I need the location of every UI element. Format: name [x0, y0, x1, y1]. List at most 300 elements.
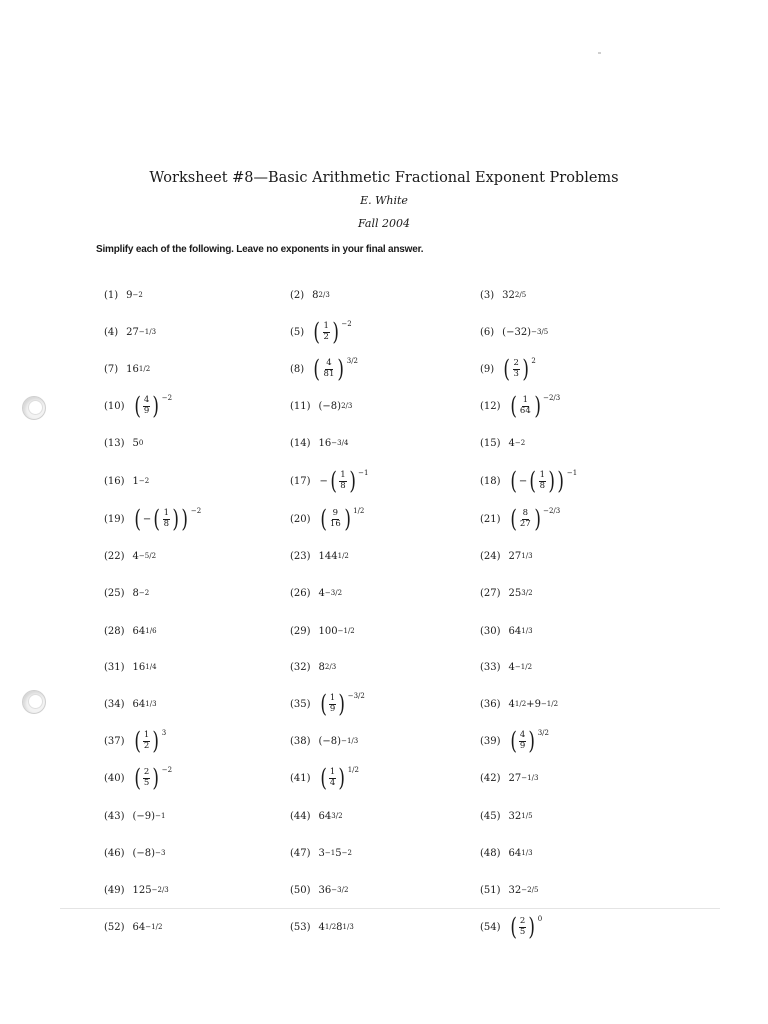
binder-hole-icon — [22, 396, 46, 420]
term-label: Fall 2004 — [358, 217, 410, 230]
problem-number: (41) — [290, 772, 311, 784]
base: 64 — [318, 810, 332, 822]
problem-item — [104, 463, 149, 499]
base: 64 — [132, 921, 146, 933]
base: 9 — [126, 289, 133, 301]
problem-expression: (−9) −1 — [132, 810, 166, 822]
exponent: 3/2 — [346, 357, 359, 365]
problem-number: (3) — [480, 289, 495, 301]
fraction — [143, 731, 150, 752]
fraction — [323, 359, 336, 380]
exponent: 3/2 — [537, 729, 549, 737]
problem-expression — [133, 729, 167, 753]
base: 27 — [508, 550, 522, 562]
page-divider — [60, 908, 720, 909]
problem-expression: 5 0 — [132, 437, 144, 449]
problem-number: (42) — [480, 772, 501, 784]
problem-item — [290, 872, 348, 908]
scan-speck — [598, 52, 601, 54]
problem-expression: 25 3/2 — [508, 587, 533, 599]
problem-number: (2) — [290, 289, 305, 301]
denominator: 9 — [519, 740, 526, 751]
numerator: 1 — [323, 320, 329, 331]
fraction — [519, 509, 532, 530]
exponent: −2 — [190, 507, 202, 515]
problem-number: (6) — [480, 326, 495, 338]
left-paren: ( — [509, 505, 517, 533]
problem-number: (49) — [104, 884, 125, 896]
problem-number: (19) — [104, 513, 125, 525]
problem-number: (20) — [290, 513, 311, 525]
exponent: −3/2 — [347, 692, 365, 700]
denominator: 9 — [143, 405, 150, 416]
left-paren: ( — [509, 467, 517, 495]
problem-number: (30) — [480, 625, 501, 637]
denominator: 9 — [329, 703, 336, 714]
right-paren: ) — [172, 505, 180, 533]
numerator: 9 — [332, 507, 339, 518]
problem-expression: 64 1/3 — [508, 625, 533, 637]
left-paren: ( — [509, 913, 517, 941]
parenthesized-fraction — [528, 469, 556, 493]
problem-expression: 16 −3/4 — [318, 437, 349, 449]
fraction — [323, 322, 330, 343]
problem-expression — [502, 357, 536, 381]
problem-item — [480, 686, 558, 722]
fraction — [163, 509, 170, 530]
fraction — [519, 917, 526, 938]
numerator: 1 — [329, 766, 336, 777]
fraction — [539, 471, 546, 492]
fraction — [339, 471, 346, 492]
exponent: 3 — [161, 729, 167, 737]
problem-item — [290, 314, 352, 350]
problem-expression: 100 −1/2 — [318, 625, 355, 637]
problem-item — [290, 425, 348, 461]
binder-hole-icon — [22, 690, 46, 714]
problem-item — [290, 388, 352, 424]
numerator: 1 — [539, 469, 546, 480]
numerator: 1 — [143, 729, 150, 740]
right-paren: ) — [152, 727, 160, 755]
problem-item — [480, 351, 536, 387]
problem-number: (10) — [104, 400, 125, 412]
fraction — [329, 694, 336, 715]
problem-number: (5) — [290, 326, 305, 338]
problem-item — [480, 613, 533, 649]
right-paren: ) — [152, 764, 160, 792]
problem-number: (16) — [104, 475, 125, 487]
problem-item — [480, 538, 533, 574]
problem-number: (28) — [104, 625, 125, 637]
problem-item — [480, 277, 526, 313]
problem-item — [480, 835, 533, 871]
problem-item — [104, 388, 172, 424]
exponent: 1/2 — [347, 766, 359, 774]
problem-number: (33) — [480, 661, 501, 673]
base: 4 — [508, 698, 515, 710]
problem-number: (53) — [290, 921, 311, 933]
problem-expression: 4 1/2 8 1/3 — [318, 921, 354, 933]
denominator: 2 — [143, 740, 150, 751]
problem-item — [480, 425, 525, 461]
outer-parentheses — [509, 469, 566, 493]
problem-number: (23) — [290, 550, 311, 562]
base: 9 — [534, 698, 541, 710]
problem-expression: 32 2/5 — [502, 289, 527, 301]
problem-number: (54) — [480, 921, 501, 933]
problem-number: (15) — [480, 437, 501, 449]
fraction — [513, 359, 520, 380]
parenthesized-fraction — [509, 394, 543, 418]
fraction — [519, 731, 526, 752]
base: 8 — [312, 289, 319, 301]
parenthesized-fraction — [329, 469, 357, 493]
problem-expression: 8 −2 — [132, 587, 150, 599]
base: (−8) — [318, 735, 342, 747]
problem-expression: 4 −3/2 — [318, 587, 343, 599]
problem-number: (7) — [104, 363, 119, 375]
problem-expression: 1 −2 — [132, 475, 150, 487]
base: 16 — [132, 661, 146, 673]
parenthesized-fraction — [319, 692, 347, 716]
base: 5 — [132, 437, 139, 449]
parenthesized-fraction — [133, 729, 161, 753]
parenthesized-fraction — [133, 766, 161, 790]
problem-item — [290, 501, 364, 537]
problem-item — [290, 351, 358, 387]
problem-number: (25) — [104, 587, 125, 599]
problem-item — [104, 351, 150, 387]
exponent: 2 — [531, 357, 536, 365]
parenthesized-fraction — [319, 507, 353, 531]
problem-number: (29) — [290, 625, 311, 637]
base: 4 — [318, 921, 325, 933]
right-paren: ) — [557, 467, 565, 495]
base: 36 — [318, 884, 332, 896]
problem-number: (26) — [290, 587, 311, 599]
problem-number: (1) — [104, 289, 119, 301]
problem-item — [480, 909, 542, 945]
problem-expression — [319, 766, 359, 790]
problem-item — [104, 872, 169, 908]
problem-expression — [509, 507, 561, 531]
denominator: 8 — [163, 518, 170, 529]
problem-item — [104, 909, 162, 945]
exponent: 0 — [537, 915, 543, 923]
base: 64 — [132, 625, 146, 637]
exponent: 1/2 — [353, 507, 365, 515]
problem-number: (35) — [290, 698, 311, 710]
problem-number: (17) — [290, 475, 311, 487]
numerator: 8 — [522, 507, 529, 518]
problem-number: (51) — [480, 884, 501, 896]
numerator: 1 — [522, 394, 529, 405]
problem-item — [290, 723, 358, 759]
base: 4 — [508, 437, 515, 449]
problem-item — [290, 760, 359, 796]
right-paren: ) — [332, 318, 339, 346]
problem-item — [104, 798, 165, 834]
fraction — [143, 768, 150, 789]
problem-item — [290, 538, 349, 574]
left-paren: ( — [503, 355, 511, 383]
base: 3 — [318, 847, 325, 859]
left-paren: ( — [319, 764, 327, 792]
problem-number: (24) — [480, 550, 501, 562]
problem-number: (34) — [104, 698, 125, 710]
denominator: 5 — [143, 777, 150, 788]
numerator: 1 — [329, 692, 336, 703]
problem-expression: 4 −1/2 — [508, 661, 533, 673]
right-paren: ) — [349, 467, 356, 495]
base: 32 — [508, 810, 522, 822]
problem-expression: 16 1/4 — [132, 661, 157, 673]
base: 25 — [508, 587, 522, 599]
denominator: 27 — [519, 518, 531, 529]
problem-expression: 16 1/2 — [126, 363, 151, 375]
problem-item — [104, 835, 165, 871]
problem-item — [104, 760, 172, 796]
outer-parentheses — [133, 507, 190, 531]
parenthesized-fraction — [152, 507, 180, 531]
problem-item — [290, 463, 368, 499]
problem-number: (38) — [290, 735, 311, 747]
problem-expression: (−32) −3/5 — [502, 326, 549, 338]
problem-number: (32) — [290, 661, 311, 673]
right-paren: ) — [548, 467, 556, 495]
problem-expression: 8 2/3 — [312, 289, 330, 301]
left-paren: ( — [509, 392, 517, 420]
left-paren: ( — [330, 467, 337, 495]
problem-expression: 32 1/5 — [508, 810, 533, 822]
denominator: 5 — [519, 926, 526, 937]
left-paren: ( — [153, 505, 161, 533]
exponent: −1 — [358, 469, 369, 477]
denominator: 8 — [539, 480, 546, 491]
base: 27 — [126, 326, 139, 338]
problem-number: (44) — [290, 810, 311, 822]
problem-number: (8) — [290, 363, 305, 375]
base: 32 — [502, 289, 515, 301]
problem-expression: (−8) −3 — [132, 847, 166, 859]
base: 16 — [126, 363, 139, 375]
problem-number: (47) — [290, 847, 311, 859]
right-paren: ) — [152, 392, 160, 420]
problem-item — [104, 575, 149, 611]
right-paren: ) — [344, 505, 351, 533]
base: 8 — [336, 921, 343, 933]
problem-item — [104, 686, 157, 722]
author-name: E. White — [360, 194, 408, 207]
problem-number: (37) — [104, 735, 125, 747]
problem-item — [104, 538, 156, 574]
problem-expression: 27 1/3 — [508, 550, 533, 562]
fraction — [143, 396, 150, 417]
exponent: −2 — [161, 394, 173, 402]
problem-expression: 64 −1/2 — [132, 921, 163, 933]
right-paren: ) — [534, 505, 541, 533]
base: (−8) — [132, 847, 156, 859]
base: 64 — [508, 625, 522, 637]
minus-sign: − — [518, 475, 528, 487]
problem-expression — [312, 320, 352, 344]
problem-expression — [133, 394, 173, 418]
problem-expression: 64 1/6 — [132, 625, 157, 637]
problem-expression: (−8) −1/3 — [318, 735, 359, 747]
problem-item — [480, 798, 533, 834]
problem-item — [480, 463, 577, 499]
exponent: −2/3 — [543, 507, 561, 515]
problem-expression — [509, 915, 543, 939]
base: 64 — [132, 698, 146, 710]
right-paren: ) — [181, 505, 189, 533]
parenthesized-fraction — [509, 729, 537, 753]
right-paren: ) — [528, 913, 536, 941]
problem-number: (48) — [480, 847, 501, 859]
problem-expression: 125 −2/3 — [132, 884, 169, 896]
problem-item — [480, 388, 560, 424]
problem-item — [290, 613, 355, 649]
problem-number: (22) — [104, 550, 125, 562]
left-paren: ( — [133, 727, 141, 755]
problem-item — [104, 314, 156, 350]
problem-number: (4) — [104, 326, 119, 338]
problem-expression: 27 −1/3 — [508, 772, 539, 784]
numerator: 4 — [143, 394, 150, 405]
denominator: 8 — [340, 480, 346, 491]
problem-expression — [509, 469, 578, 493]
problem-expression — [509, 394, 561, 418]
problem-number: (39) — [480, 735, 501, 747]
parenthesized-fraction — [509, 915, 537, 939]
base: 144 — [318, 550, 338, 562]
base: 16 — [318, 437, 332, 449]
numerator: 2 — [519, 915, 526, 926]
right-paren: ) — [337, 355, 345, 383]
base: (−8) — [318, 400, 342, 412]
base: 125 — [132, 884, 152, 896]
problem-item — [290, 649, 336, 685]
numerator: 2 — [513, 357, 519, 368]
worksheet-title: Worksheet #8—Basic Arithmetic Fractional Exponent Problems — [149, 170, 619, 186]
problem-item — [480, 723, 549, 759]
base: 27 — [508, 772, 522, 784]
problem-expression: 9 −2 — [126, 289, 143, 301]
problem-item — [290, 277, 330, 313]
problem-expression: 4 1/2 + 9 −1/2 — [508, 698, 559, 710]
operator: + — [526, 698, 535, 710]
problem-number: (43) — [104, 810, 125, 822]
exponent: −2 — [161, 766, 173, 774]
problem-number: (46) — [104, 847, 125, 859]
parenthesized-fraction — [509, 507, 543, 531]
problem-expression: 4 −5/2 — [132, 550, 157, 562]
problem-expression: 3 −1 5 −2 — [318, 847, 352, 859]
base: 1 — [132, 475, 139, 487]
problem-expression: 64 1/3 — [132, 698, 157, 710]
parenthesized-fraction — [312, 320, 340, 344]
base: 64 — [508, 847, 522, 859]
problem-expression — [319, 692, 365, 716]
left-paren: ( — [509, 727, 517, 755]
problem-item — [104, 649, 157, 685]
instructions: Simplify each of the following. Leave no exponents in your final answer. — [96, 244, 424, 255]
denominator: 16 — [329, 518, 341, 529]
problem-item — [104, 501, 201, 537]
fraction — [329, 768, 336, 789]
base: 8 — [318, 661, 325, 673]
problem-number: (40) — [104, 772, 125, 784]
left-paren: ( — [319, 505, 327, 533]
problem-expression: 32 −2/5 — [508, 884, 539, 896]
problem-number: (27) — [480, 587, 501, 599]
minus-sign: − — [142, 513, 152, 525]
problem-expression — [319, 469, 369, 493]
problem-item — [480, 575, 533, 611]
problem-expression — [133, 507, 202, 531]
parenthesized-fraction — [319, 766, 347, 790]
left-paren: ( — [133, 392, 141, 420]
right-paren: ) — [528, 727, 536, 755]
problem-expression: (−8) 2/3 — [318, 400, 353, 412]
left-paren: ( — [529, 467, 537, 495]
problem-number: (31) — [104, 661, 125, 673]
problem-number: (50) — [290, 884, 311, 896]
problem-item — [290, 575, 342, 611]
problem-expression: 144 1/2 — [318, 550, 349, 562]
exponent: −1 — [566, 469, 578, 477]
problem-expression — [133, 766, 173, 790]
right-paren: ) — [338, 690, 346, 718]
denominator: 2 — [323, 331, 329, 342]
parenthesized-fraction — [502, 357, 530, 381]
base: 32 — [508, 884, 522, 896]
base: (−9) — [132, 810, 156, 822]
problem-expression — [509, 729, 549, 753]
denominator: 81 — [323, 368, 335, 379]
numerator: 2 — [143, 766, 150, 777]
problem-number: (13) — [104, 437, 125, 449]
problem-number: (14) — [290, 437, 311, 449]
exponent: −2/3 — [543, 394, 561, 402]
fraction — [329, 509, 342, 530]
problem-number: (45) — [480, 810, 501, 822]
left-paren: ( — [313, 318, 321, 346]
base: (−32) — [502, 326, 532, 338]
problem-item — [290, 835, 352, 871]
problem-item — [290, 686, 365, 722]
problem-item — [480, 872, 538, 908]
exponent: −2 — [341, 320, 352, 328]
problem-item — [290, 909, 354, 945]
numerator: 1 — [340, 469, 346, 480]
numerator: 4 — [519, 729, 526, 740]
minus-sign: − — [319, 475, 328, 487]
problem-item — [104, 277, 143, 313]
numerator: 4 — [326, 357, 332, 368]
base: 8 — [132, 587, 139, 599]
right-paren: ) — [534, 392, 541, 420]
problem-expression — [319, 507, 365, 531]
problem-expression: 64 1/3 — [508, 847, 533, 859]
denominator: 3 — [513, 368, 519, 379]
base: 100 — [318, 625, 338, 637]
base: 4 — [508, 661, 515, 673]
base: 5 — [335, 847, 342, 859]
problem-number: (9) — [480, 363, 495, 375]
problem-expression: 36 −3/2 — [318, 884, 349, 896]
